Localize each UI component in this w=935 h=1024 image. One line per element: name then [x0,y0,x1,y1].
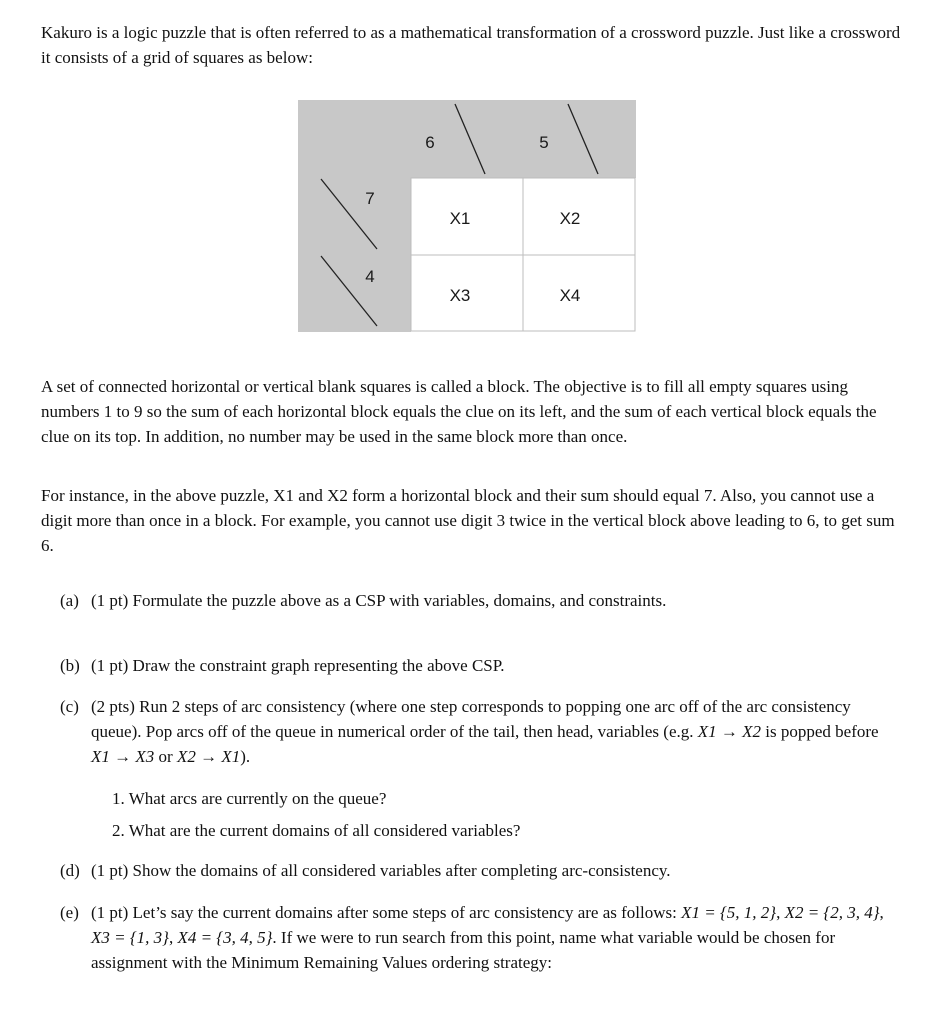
cell-x2-label: X2 [559,209,581,228]
question-a-tag: (a) [60,591,79,610]
question-c [60,694,900,769]
arc-example-2: X1 → X3 [91,747,155,766]
col-clue-2: 5 [539,133,549,152]
domain-x3: X3 = {1, 3} [91,928,169,947]
question-b [60,653,900,678]
domain-x4: X4 = {3, 4, 5} [177,928,273,947]
top-clue-row [298,100,636,178]
question-d [60,858,900,883]
col-clue-1: 6 [425,133,435,152]
question-a [60,588,900,613]
question-e-text-start: (1 pt) Let’s say the current domains after some steps of arc consistency are as follows: [91,903,682,922]
intro-paragraph: Kakuro is a logic puzzle that is often referred to as a mathematical transformation of a crossword puzzle. Just like a crossword it consists of a grid of squares as below: [41,23,901,67]
question-d-text: (1 pt) Show the domains of all considered variables after completing arc-consistency. [91,861,671,880]
domain-x1: X1 = {5, 1, 2} [681,903,777,922]
cell-x1-label: X1 [449,209,471,228]
question-c-tag: (c) [60,697,79,716]
question-c-text-mid1: is popped before [761,722,879,741]
question-c-text-mid2: or [154,747,177,766]
row-clue-2: 4 [365,267,375,286]
domain-x2: X2 = {2, 3, 4} [784,903,880,922]
question-c-text-end: ). [240,747,251,766]
cell-x3-label: X3 [449,286,471,305]
question-a-text: (1 pt) Formulate the puzzle above as a CSP with variables, domains, and constraints. [91,591,667,610]
example-paragraph: For instance, in the above puzzle, X1 and X2 form a horizontal block and their sum should equal 7. Also, you cannot use a digit more than once in a block. For example, you cannot use digit 3 twice in the vertical block above leading to 6, to get sum 6. [41,486,895,555]
question-e-text: (1 pt) Let’s say the current domains after some steps of arc consistency are as follows: X1 = {5, 1, 2}, X2 = {2, 3, 4}, X3 = {1, 3}, X4 = {3, 4, 5}. If we were to run search from this point, name what variable would be chosen for assignment with the Minimum Remaining Values ordering strategy: [91,903,884,972]
arc-example-1: X1 → X2 [697,722,762,741]
question-c-text-start: (2 pts) Run 2 steps of arc consistency (where one step corresponds to popping one arc off of the arc consistency queue). Pop arcs off of the queue in numerical order of the tail, then head, variables (e.g. [91,697,851,741]
question-c-sub-1: 1. What arcs are currently on the queue? [112,789,387,808]
row-clue-1: 7 [365,189,375,208]
question-e-tag: (e) [60,903,79,922]
arc-example-3: X2 → X1 [176,747,241,766]
question-c-sub-2: 2. What are the current domains of all considered variables? [112,821,521,840]
question-b-tag: (b) [60,656,80,675]
question-b-text: (1 pt) Draw the constraint graph representing the above CSP. [91,656,505,675]
question-d-tag: (d) [60,861,80,880]
question-c-text [91,694,900,769]
cell-x4-label: X4 [559,286,581,305]
question-e [60,900,900,975]
block-definition-paragraph: A set of connected horizontal or vertical blank squares is called a block. The objective is to fill all empty squares using numbers 1 to 9 so the sum of each horizontal block equals the clue on its left, and the sum of each vertical block equals the clue on its top. In addition, no number may be used in the same block more than once. [41,377,877,446]
kakuro-grid [298,100,636,332]
question-e-text-end: . If we were to run search from this point, name what variable would be chosen for assignment with the Minimum Remaining Values ordering strategy: [91,928,836,972]
